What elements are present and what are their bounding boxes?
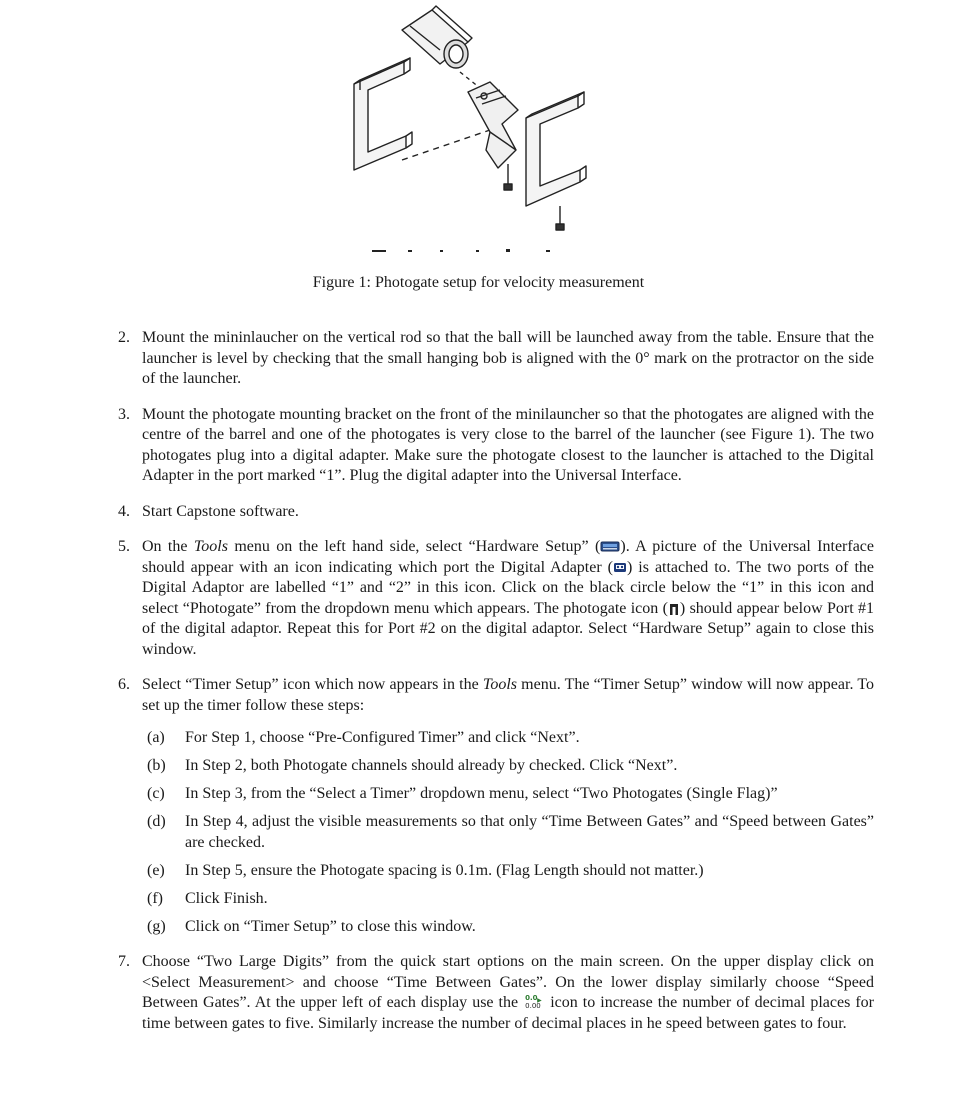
photogate-icon	[668, 602, 680, 616]
increase-decimal-places-icon: 0.0 ▶ 0.00	[525, 994, 542, 1011]
list-item: (g) Click on “Timer Setup” to close this window.	[147, 917, 476, 935]
step-text: Mount the photogate mounting bracket on the front of the minilauncher so that the photogates are aligned with the centre of the barrel and one of the photogates is very close to the barrel of the launcher (see Figure 1). The two photogates plug into a digital adapter. Make sure the photogate closest to the launcher is attached to the Digital Adapter in the port marked “1”. Plug the digital adapter into the Universal Interface.	[142, 405, 874, 484]
mounting-bracket	[468, 82, 518, 168]
step-text: Mount the mininlaucher on the vertical rod so that the ball will be launched away from the table. Ensure that the launcher is level by checking that the small hanging bob is aligned with the 0° mark on the protractor on the side of the launcher.	[142, 329, 874, 387]
instruction-list	[118, 328, 874, 1034]
digital-adapter-icon	[613, 562, 627, 574]
photogate-setup-figure	[340, 0, 600, 262]
tools-menu-name: Tools	[193, 538, 228, 555]
list-item: (c) In Step 3, from the “Select a Timer” dropdown menu, select “Two Photogates (Single Flag)”	[147, 785, 778, 802]
launcher-barrel	[402, 6, 472, 68]
right-photogate	[526, 92, 586, 206]
tools-menu-name: Tools	[482, 676, 517, 693]
timer-setup-substeps	[142, 728, 874, 937]
list-item: 6. Select “Timer Setup” icon which now appears in the Tools menu. The “Timer Setup” window will now appear. To set up the timer follow these steps: (a) For Step 1, choose “Pre-Configured Timer” and click “Next”. (b) In Step 2, both Photogate channels should already by checked. Click “Next”. (c) In Step 3, from the “Select a Timer” dropdown menu, select “Two Photogates (Single Flag)” (d) In Step 4, adjust the visible measurements so that only “Time Between Gates” and “Speed between Gates” are checked. (e) In Step 5, ensure the Photogate spacing is 0.1m. (Flag Length should not matter.) (f) Click Finish. (g) Click on “Timer Setup” to close this window.	[118, 675, 874, 937]
list-item: (b) In Step 2, both Photogate channels should already by checked. Click “Next”.	[147, 757, 678, 774]
list-item: (a) For Step 1, choose “Pre-Configured Timer” and click “Next”.	[147, 729, 580, 746]
thumb-screw-2	[556, 206, 564, 230]
list-item: 5. On the Tools menu on the left hand side, select “Hardware Setup” ( ). A picture of the Universal Interface should appear with an icon indicating which port the Digital Adapter ( ) is attached to. The two ports of the Digital Adaptor are labelled “1” and “2” in this icon. Click on the black circle below the “1” in this icon and select “Photogate” from the dropdown menu which appears. The photogate icon ( ) should appear below Port #1 of the digital adaptor. Repeat this for Port #2 on the digital adaptor. Select “Hardware Setup” again to close this window.	[118, 538, 875, 658]
list-item: (d) In Step 4, adjust the visible measurements so that only “Time Between Gates” and “Speed between Gates” are checked.	[147, 813, 874, 851]
list-item: 2. Mount the mininlaucher on the vertical rod so that the ball will be launched away from the table. Ensure that the launcher is level by checking that the small hanging bob is aligned with the 0° mark on the protractor on the side of the launcher.	[118, 329, 874, 387]
list-item: (f) Click Finish.	[147, 889, 268, 907]
figure-caption: Figure 1: Photogate setup for velocity measurement	[312, 274, 645, 291]
left-photogate	[354, 58, 412, 170]
list-item: 4. Start Capstone software.	[118, 502, 299, 520]
thumb-screw-1	[504, 164, 512, 190]
hardware-setup-icon	[600, 541, 620, 553]
list-item: 3. Mount the photogate mounting bracket on the front of the minilauncher so that the photogates are aligned with the centre of the barrel and one of the photogates is very close to the barrel of the launcher (see Figure 1). The two photogates plug into a digital adapter. Make sure the photogate closest to the launcher is attached to the Digital Adapter in the port marked “1”. Plug the digital adapter into the Universal Interface.	[118, 405, 874, 484]
list-item: 7. Choose “Two Large Digits” from the quick start options on the main screen. On the upper display click on <Select Measurement> and choose “Time Between Gates”. On the lower display similarly choose “Speed Between Gates”. At the upper left of each display use the 0.0 ▶ 0.00 icon to increase the number of decimal places for time between gates to five. Similarly increase the number of decimal places in he speed between gates to four.	[118, 953, 874, 1032]
list-item: (e) In Step 5, ensure the Photogate spacing is 0.1m. (Flag Length should not matter.)	[147, 861, 704, 879]
step-text: Start Capstone software.	[142, 502, 299, 520]
